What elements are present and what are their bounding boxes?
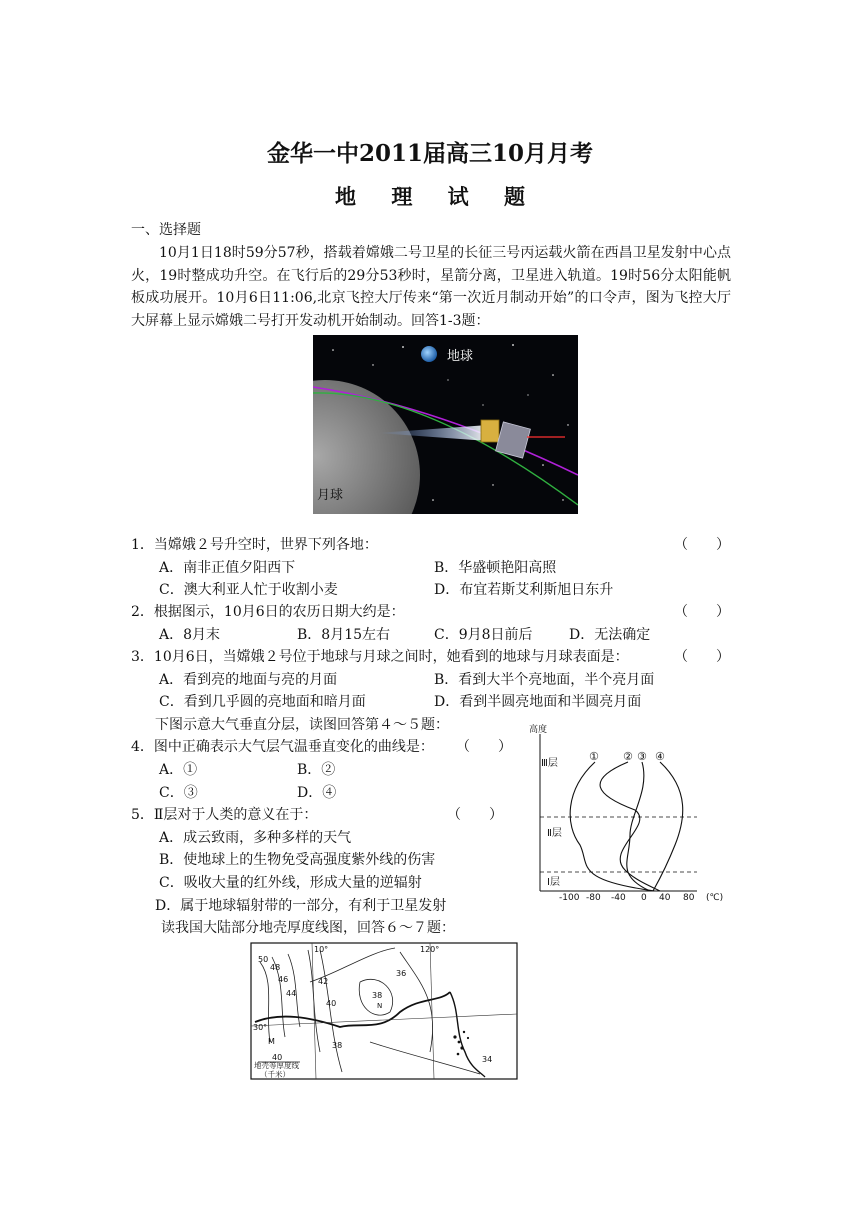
contour-label-46: 46 [278, 975, 289, 984]
chang-e-figure [313, 335, 578, 514]
lon-label-1: 10° [314, 945, 329, 954]
question-3-option-a[interactable]: A．看到亮的地面与亮的月面 [159, 672, 338, 688]
question-1-option-d[interactable]: D．布宜若斯艾利斯旭日东升 [434, 582, 614, 598]
chart-y-label: 高度 [529, 725, 548, 735]
section-heading: 一、选择题 [131, 222, 201, 238]
contour-label-44: 44 [286, 989, 297, 998]
question-5-option-d[interactable]: D．属于地球辐射带的一部分，有利于卫星发射 [155, 898, 447, 914]
lead-questions-6-7: 读我国大陆部分地壳厚度线图，回答６～７题： [161, 920, 455, 936]
question-2-option-c[interactable]: C．9月8日前后 [434, 627, 533, 643]
page-subtitle: 地 理 试 题 [335, 184, 539, 209]
lon-label-2: 120° [420, 945, 440, 954]
question-5-stem: 5．Ⅱ层对于人类的意义在于： [131, 807, 318, 823]
x-tick-4: 0 [641, 893, 647, 903]
question-1-answer-blank[interactable]: （ ） [674, 537, 730, 553]
earth-shape [421, 346, 437, 362]
x-tick-5: 40 [659, 893, 671, 903]
x-tick-6: 80 [683, 893, 695, 903]
atmosphere-layer-chart [525, 720, 730, 905]
question-5-answer-blank[interactable]: （ ） [447, 807, 503, 823]
page-title: 金华一中2011届高三10月月考 [266, 140, 594, 167]
question-1-stem: 1．当嫦娥２号升空时，世界下列各地： [131, 537, 378, 553]
x-tick-1: -100 [559, 893, 580, 903]
curve-2 [600, 762, 660, 891]
question-5-option-a[interactable]: A．成云致雨，多种多样的天气 [159, 830, 352, 846]
question-4-option-b[interactable]: B．② [297, 762, 336, 778]
contour-label-40: 40 [326, 999, 337, 1008]
contour-label-42: 42 [318, 977, 329, 986]
layer-1-label: Ⅰ层 [547, 877, 560, 888]
curve-1-label: ① [589, 750, 599, 763]
layer-3-label: Ⅲ层 [541, 758, 558, 769]
question-3-option-d[interactable]: D．看到半圆亮地面和半圆亮月面 [434, 694, 642, 710]
contour-label-38-south: 38 [332, 1041, 343, 1050]
contour-label-50: 50 [258, 955, 269, 964]
question-3-stem: 3．10月6日，当嫦娥２号位于地球与月球之间时，她看到的地球与月球表面是： [131, 649, 629, 665]
question-1-option-c[interactable]: C．澳大利亚人忙于收割小麦 [159, 582, 338, 598]
question-5-option-c[interactable]: C．吸收大量的红外线，形成大量的逆辐射 [159, 875, 422, 891]
layer-2-label: Ⅱ层 [547, 828, 562, 839]
question-3-answer-blank[interactable]: （ ） [674, 649, 730, 665]
question-4-answer-blank[interactable]: （ ） [456, 739, 512, 755]
curve-2-label: ② [623, 750, 633, 763]
question-4-stem: 4．图中正确表示大气层气温垂直变化的曲线是： [131, 739, 434, 755]
question-2-option-a[interactable]: A．8月末 [159, 627, 221, 643]
question-5-option-b[interactable]: B．使地球上的生物免受高强度紫外线的伤害 [159, 852, 436, 868]
legend-title: 地壳等厚度线 [254, 1061, 299, 1070]
x-unit: (℃) [706, 893, 724, 903]
north-arrow-label: N [377, 1002, 383, 1010]
question-1-option-a[interactable]: A．南非正值夕阳西下 [159, 560, 296, 576]
intro-text: 10月1日18时59分57秒，搭载着嫦娥二号卫星的长征三号丙运载火箭在西昌卫星发射中心点火，19时整成功升空。在飞行后的29分53秒时，星箭分离，卫星进入轨道。19时56分太阳能帆板成功展开。10月6日11:06,北京飞控大厅传来“第一次近月制动开始”的口令声，图为飞控大厅大屏幕上显示嫦娥二号打开发动机开始制动。回答1-3题： [131, 245, 731, 329]
contour-label-34: 34 [482, 1055, 493, 1064]
question-2-option-d[interactable]: D．无法确定 [569, 627, 651, 643]
contour-label-36: 36 [396, 969, 407, 978]
contour-label-40-legend: 40 [272, 1053, 283, 1062]
point-m-label: M [268, 1037, 275, 1046]
lat-label-1: 30° [253, 1023, 268, 1032]
x-tick-3: -40 [611, 893, 626, 903]
map-frame [251, 943, 517, 1079]
question-4-option-a[interactable]: A．① [159, 762, 198, 778]
question-2-stem: 2．根据图示，10月6日的农历日期大约是： [131, 604, 405, 620]
question-3-option-b[interactable]: B．看到大半个亮地面，半个亮月面 [434, 672, 655, 688]
question-4-option-d[interactable]: D．④ [297, 785, 337, 801]
crust-thickness-map [250, 942, 518, 1080]
legend-unit: （千米） [260, 1070, 290, 1079]
curve-3-label: ③ [637, 750, 647, 763]
question-2-option-b[interactable]: B．8月15左右 [297, 627, 391, 643]
x-tick-2: -80 [586, 893, 601, 903]
question-4-option-c[interactable]: C．③ [159, 785, 198, 801]
question-1-option-b[interactable]: B．华盛顿艳阳高照 [434, 560, 557, 576]
intro-paragraph [131, 242, 731, 332]
moon-label: 月球 [317, 487, 344, 502]
curve-4-label: ④ [655, 750, 665, 763]
lead-questions-4-5: 下图示意大气垂直分层，读图回答第４～５题： [155, 717, 449, 733]
contour-label-48: 48 [270, 963, 281, 972]
contour-label-38: 38 [372, 991, 383, 1000]
question-3-option-c[interactable]: C．看到几乎圆的亮地面和暗月面 [159, 694, 366, 710]
question-2-answer-blank[interactable]: （ ） [674, 604, 730, 620]
earth-label: 地球 [447, 348, 474, 363]
